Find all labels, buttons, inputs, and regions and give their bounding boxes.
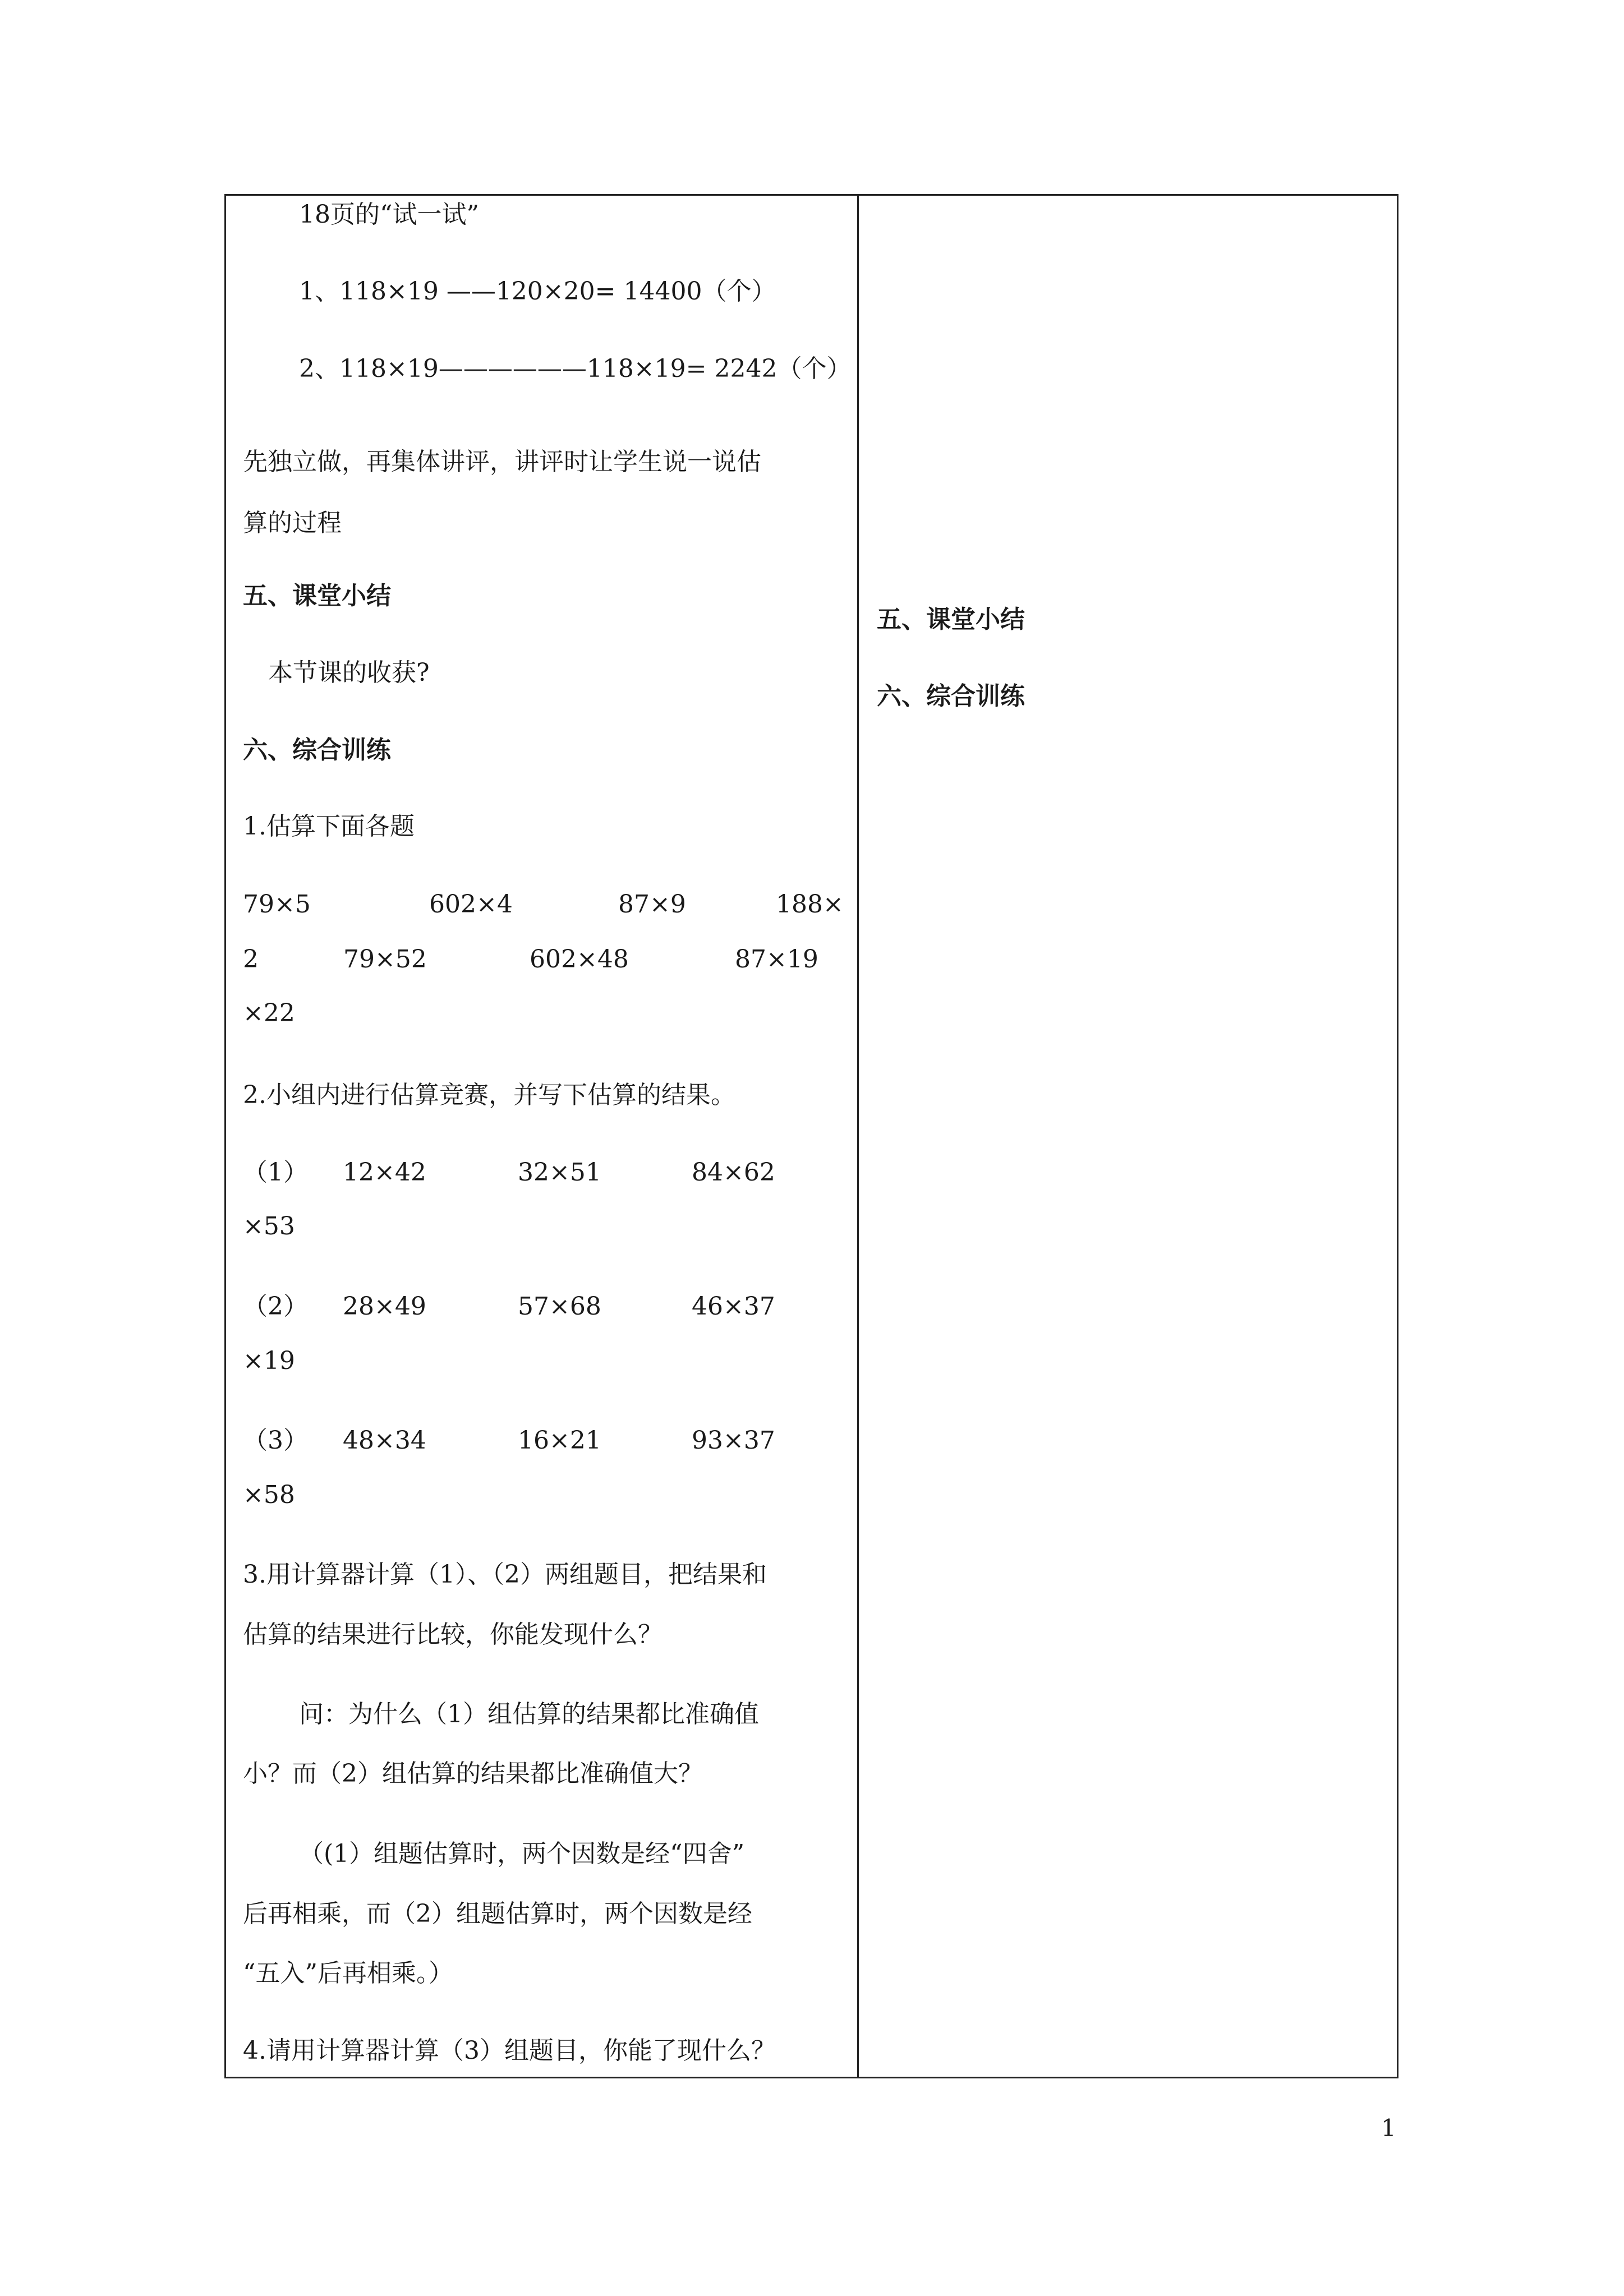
- q2-group-label: （3）: [243, 1426, 308, 1455]
- try-item-1: 1、118×19 ——120×20= 14400（个）: [299, 277, 776, 306]
- method-line-1: 先独立做，再集体讲评，讲评时让学生说一说估: [243, 448, 761, 476]
- column-divider: [857, 196, 859, 2077]
- q1-item: 87×19: [735, 945, 818, 974]
- q2-item: 12×42: [343, 1158, 426, 1187]
- right-section5-title: 五、课堂小结: [877, 605, 1025, 634]
- question3-line-2: 估算的结果进行比较，你能发现什么？: [243, 1620, 663, 1649]
- method-line-2: 算的过程: [243, 509, 342, 537]
- q2-item: 32×51: [518, 1158, 601, 1187]
- question3-answer-3: “五入”后再相乘。）: [243, 1959, 453, 1988]
- q1-item: 2: [243, 945, 259, 974]
- section6-title: 六、综合训练: [243, 736, 391, 764]
- q1-item: ×22: [243, 999, 295, 1027]
- q2-item: 48×34: [343, 1426, 426, 1455]
- q1-item: 79×52: [343, 945, 427, 974]
- question3-answer-1: （(1）组题估算时，两个因数是经“四舍”: [299, 1839, 745, 1868]
- question3-ask-1: 问：为什么（1）组估算的结果都比准确值: [299, 1700, 759, 1728]
- q2-item: ×19: [243, 1347, 295, 1375]
- q1-item: 79×5: [243, 890, 311, 919]
- try-heading: 18页的“试一试”: [299, 200, 479, 229]
- question1-title: 1.估算下面各题: [243, 812, 415, 841]
- section5-body: 本节课的收获?: [268, 658, 430, 687]
- right-section6-title: 六、综合训练: [877, 682, 1025, 711]
- q1-item: 602×4: [429, 890, 513, 919]
- question4: 4.请用计算器计算（3）组题目，你能了现什么？: [243, 2036, 776, 2065]
- page-number: 1: [1381, 2114, 1396, 2142]
- question3-answer-2: 后再相乘，而（2）组题估算时，两个因数是经: [243, 1899, 752, 1928]
- question2-title: 2.小组内进行估算竞赛，并写下估算的结果。: [243, 1081, 735, 1109]
- q2-item: 16×21: [518, 1426, 601, 1455]
- try-item-2: 2、118×19——————118×19= 2242（个）: [299, 354, 852, 383]
- question3-ask-2: 小？而（2）组估算的结果都比准确值大？: [243, 1759, 703, 1788]
- q2-item: 84×62: [692, 1158, 775, 1187]
- q2-item: 28×49: [343, 1292, 426, 1321]
- q2-item: 57×68: [518, 1292, 601, 1321]
- q2-group-label: （1）: [243, 1158, 308, 1187]
- question3-line-1: 3.用计算器计算（1）、（2）两组题目，把结果和: [243, 1560, 767, 1589]
- q2-item: ×58: [243, 1481, 295, 1509]
- q2-group-label: （2）: [243, 1292, 308, 1321]
- q2-item: 93×37: [692, 1426, 775, 1455]
- q1-item: 188×: [776, 890, 844, 919]
- q2-item: ×53: [243, 1212, 295, 1241]
- q1-item: 602×48: [530, 945, 629, 974]
- q2-item: 46×37: [692, 1292, 775, 1321]
- q1-item: 87×9: [618, 890, 686, 919]
- lesson-table: [224, 194, 1398, 2078]
- section5-title: 五、课堂小结: [243, 582, 391, 610]
